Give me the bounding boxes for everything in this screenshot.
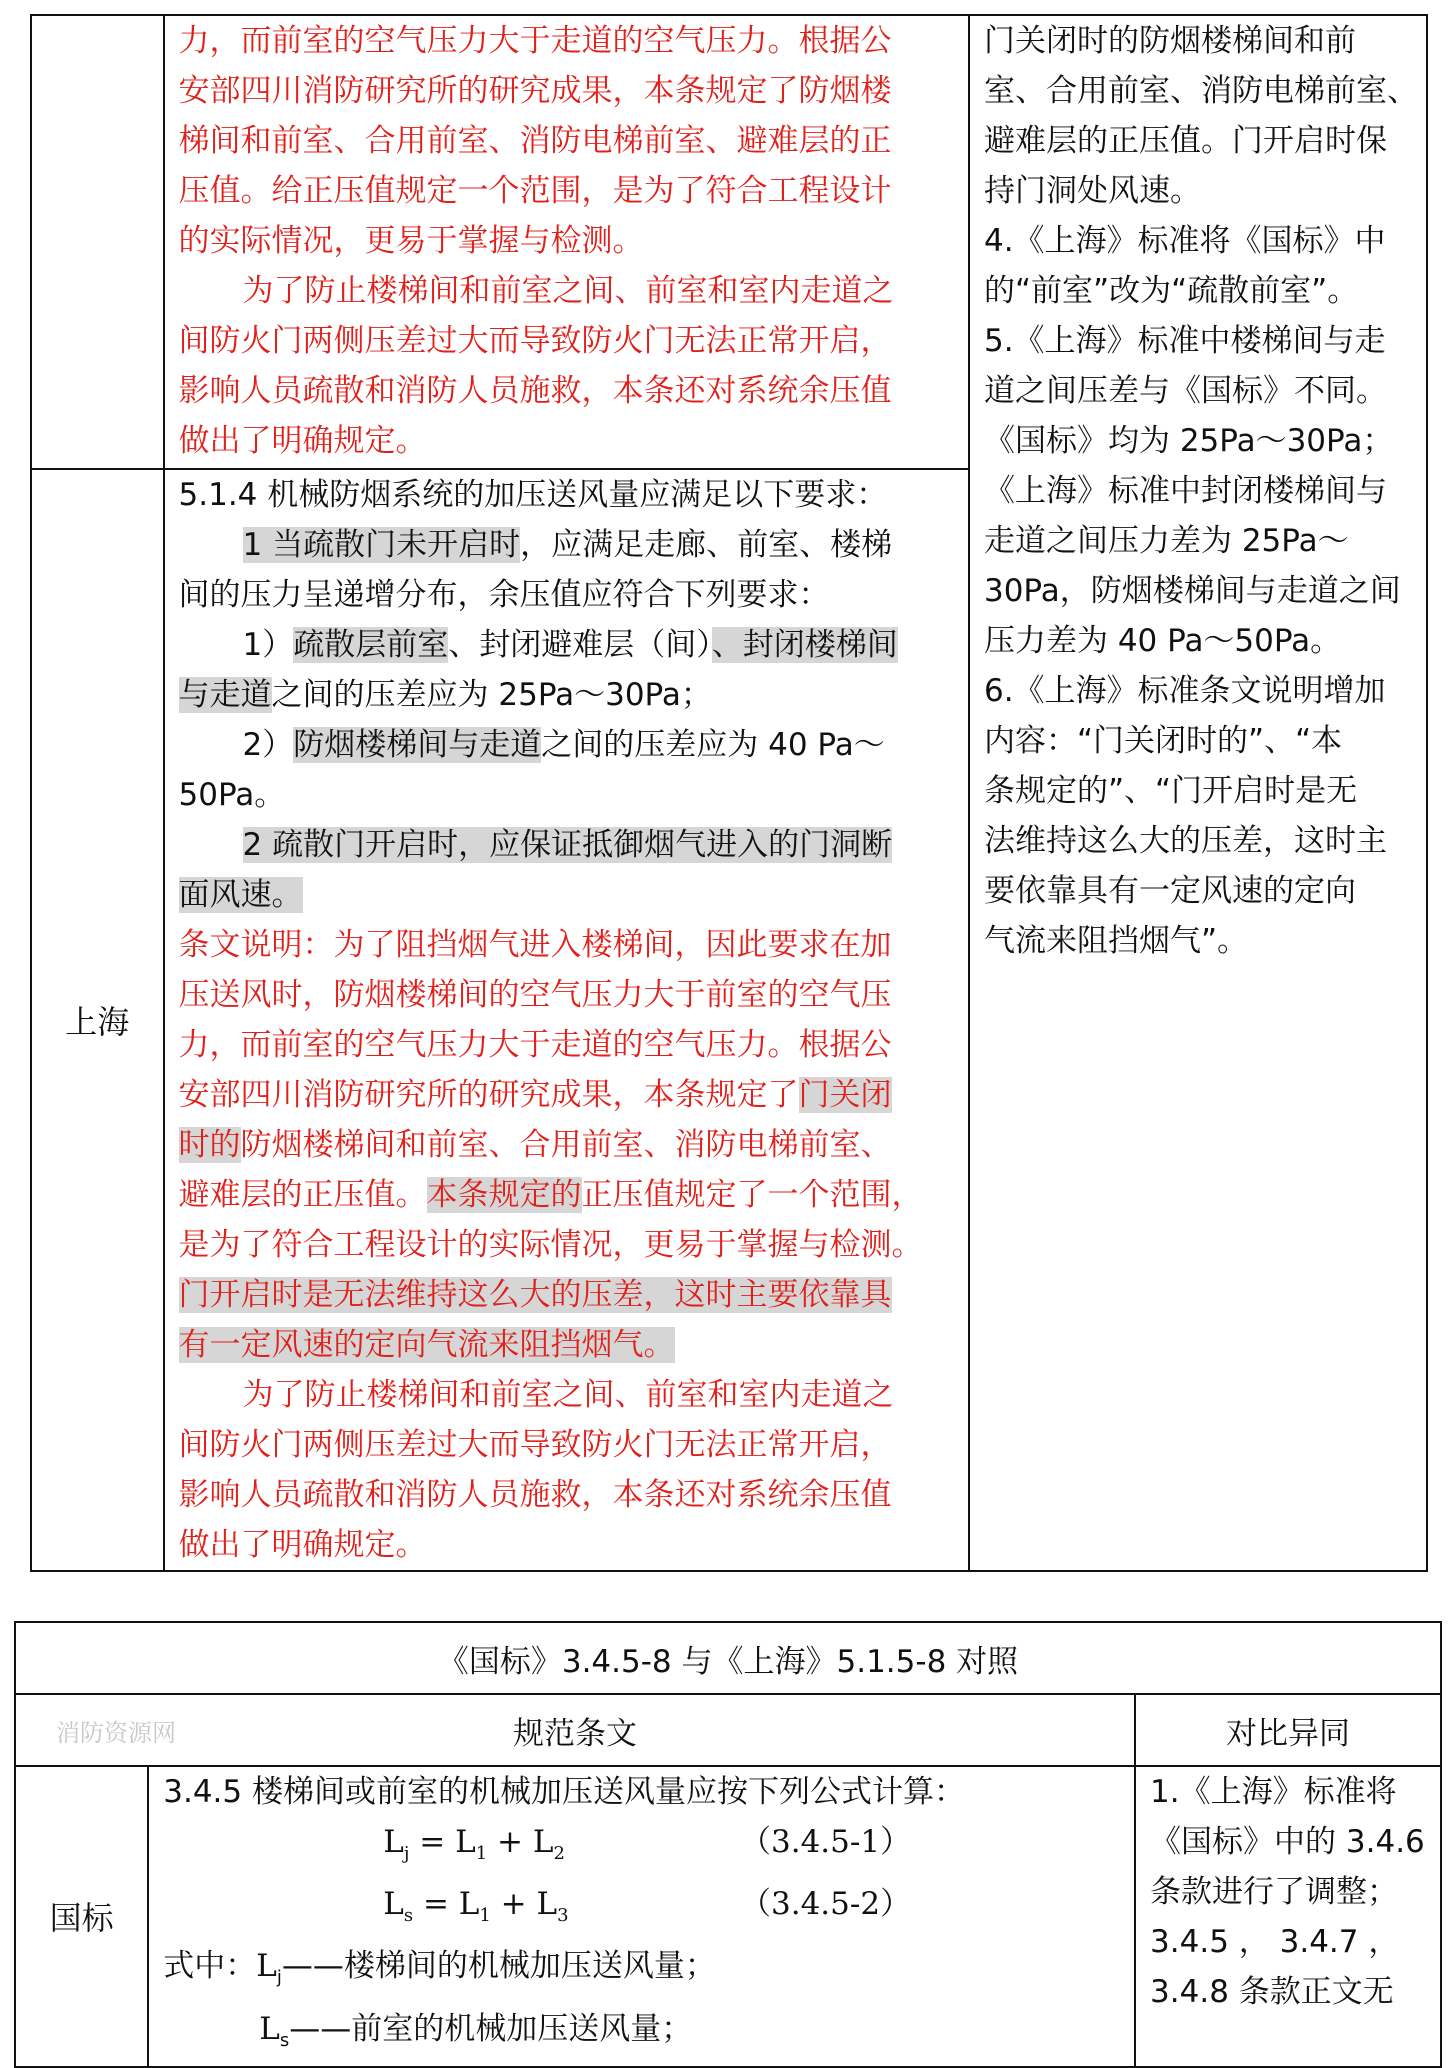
eq-operator: +	[487, 1824, 533, 1860]
text-line: 条规定的”、“门开启时是无	[983, 773, 1358, 809]
table-row	[15, 1766, 1441, 2067]
text-line: 50Pa。	[178, 777, 286, 813]
text-line	[179, 520, 958, 570]
text-line: 压值。给正压值规定一个范围，是为了符合工程设计	[178, 173, 892, 209]
table-row	[31, 15, 1427, 469]
text-span: 之间的压差应为 40 Pa～	[541, 727, 885, 763]
text-line: 《上海》标准中封闭楼梯间与	[983, 473, 1387, 509]
text-line: 条文说明：为了阻挡烟气进入楼梯间，因此要求在加	[178, 927, 892, 963]
table-header-row	[15, 1694, 1441, 1766]
text-line: 门关闭时的防烟楼梯间和前	[983, 23, 1356, 59]
text-line: 梯间和前室、合用前室、消防电梯前室、避难层的正	[178, 123, 892, 159]
text-line: 压送风时，防烟楼梯间的空气压力大于前室的空气压	[178, 977, 892, 1013]
text-line: 做出了明确规定。	[178, 423, 427, 459]
region-cell-empty	[31, 15, 164, 469]
eq-symbol: L	[536, 1886, 558, 1923]
text-line: 内容：“门关闭时的”、“本	[983, 723, 1343, 759]
clause-cell-guobiao	[148, 1766, 1135, 2067]
text-line: 1.《上海》标准将	[1150, 1774, 1397, 1810]
text-line: 3.4.5 ， 3.4.7 ，	[1150, 1924, 1400, 1960]
text-line: 的实际情况，更易于掌握与检测。	[178, 223, 644, 259]
highlight: 疏散层前室	[293, 627, 449, 663]
text-line: 压力差为 40 Pa～50Pa。	[983, 623, 1342, 659]
text-span: ，应满足走廊、前室、楼梯	[520, 527, 893, 563]
eq-symbol: L	[458, 1886, 480, 1923]
text-line: 力，而前室的空气压力大于走道的空气压力。根据公	[178, 23, 892, 59]
comparison-table-top	[30, 14, 1428, 1572]
text-span: ——楼梯间的机械加压送风量；	[281, 1948, 716, 1985]
eq-subscript: j	[276, 1967, 282, 1989]
text-line	[179, 1270, 958, 1320]
eq-operator: +	[490, 1886, 537, 1923]
text-line: 道之间压差与《国标》不同。	[983, 373, 1387, 409]
highlight: 、	[711, 627, 743, 663]
text-line: 走道之间压力差为 25Pa～	[983, 523, 1349, 559]
text-line: 间防火门两侧压差过大而导致防火门无法正常开启，	[178, 1427, 892, 1463]
equation-number: （3.4.5-2）	[740, 1886, 912, 1923]
text-line: 5.《上海》标准中楼梯间与走	[983, 323, 1386, 359]
clause-cell-shanghai	[164, 469, 969, 1571]
clause-title: 3.4.5 楼梯间或前室的机械加压送风量应按下列公式计算：	[163, 1774, 965, 1810]
text-line: 间防火门两侧压差过大而导致防火门无法正常开启，	[178, 323, 892, 359]
highlight: 面风速。	[178, 877, 303, 913]
text-line: 持门洞处风速。	[983, 173, 1201, 209]
text-line: 力，而前室的空气压力大于走道的空气压力。根据公	[178, 1027, 892, 1063]
text-line: 是为了符合工程设计的实际情况，更易于掌握与检测。	[178, 1227, 923, 1263]
highlight: 防烟楼梯间与走道	[293, 727, 542, 763]
text-line: 安部四川消防研究所的研究成果，本条规定了防烟楼	[178, 73, 892, 109]
eq-symbol: L	[259, 2010, 280, 2047]
text-line	[179, 720, 958, 770]
table-row	[15, 1622, 1441, 1694]
text-line: 4.《上海》标准将《国标》中	[983, 223, 1386, 259]
eq-symbol: L	[532, 1824, 554, 1860]
eq-subscript: 1	[479, 1905, 491, 1927]
text-line: 影响人员疏散和消防人员施救，本条还对系统余压值	[178, 373, 892, 409]
equation-2	[163, 1879, 1124, 1941]
eq-subscript: 2	[553, 1843, 565, 1865]
header-compare: 对比异同	[1135, 1694, 1441, 1766]
text-line: 为了防止楼梯间和前室之间、前室和室内走道之	[242, 273, 894, 309]
text-span: 防烟楼梯间和前室、合用前室、消防电梯前室、	[240, 1127, 892, 1163]
text-line: 《国标》均为 25Pa～30Pa；	[983, 423, 1394, 459]
equation-number: （3.4.5-1）	[740, 1824, 912, 1860]
eq-operator: =	[409, 1824, 456, 1860]
watermark-text: 消防资源网	[56, 1719, 176, 1747]
comparison-table-bottom	[14, 1621, 1442, 2068]
text-line: 做出了明确规定。	[178, 1527, 427, 1563]
text-line: 条款进行了调整；	[1150, 1874, 1399, 1910]
highlight: 封闭楼梯间	[742, 627, 898, 663]
eq-symbol: L	[383, 1824, 404, 1860]
text-line	[179, 1320, 958, 1370]
text-span: ——前室的机械加压送风量；	[289, 2010, 693, 2047]
text-line: 3.4.8 条款正文无	[1150, 1974, 1394, 2010]
text-line: 避难层的正压值。门开启时保	[983, 123, 1387, 159]
text-line: 要依靠具有一定风速的定向	[983, 873, 1356, 909]
eq-symbol: L	[383, 1886, 404, 1923]
eq-subscript: s	[279, 2029, 290, 2051]
text-line	[179, 670, 958, 720]
text-span: 1）	[242, 627, 294, 663]
highlight: 时的	[178, 1127, 241, 1163]
text-line: 的“前室”改为“疏散前室”。	[983, 273, 1359, 309]
eq-subscript: 1	[475, 1843, 488, 1865]
equation-1	[163, 1817, 1124, 1879]
where-line-1	[163, 1941, 1124, 2003]
highlight: 与走道	[178, 677, 272, 713]
header-clause-label: 规范条文	[513, 1715, 638, 1752]
text-line: 影响人员疏散和消防人员施救，本条还对系统余压值	[178, 1477, 892, 1513]
text-line	[179, 1170, 958, 1220]
highlight: 门关闭	[798, 1077, 892, 1113]
comparison-cell	[1135, 1766, 1441, 2067]
comparison-cell	[969, 15, 1427, 1571]
highlight: 有一定风速的定向气流来阻挡烟气。	[178, 1327, 675, 1363]
eq-subscript: s	[403, 1905, 414, 1927]
clause-cell-continued	[164, 15, 969, 469]
table-title: 《国标》3.4.5-8 与《上海》5.1.5-8 对照	[15, 1622, 1441, 1694]
highlight: 门开启时是无法维持这么大的压差，这时主要依靠具	[178, 1277, 892, 1313]
text-span: 安部四川消防研究所的研究成果，本条规定了	[178, 1077, 799, 1113]
text-line: 为了防止楼梯间和前室之间、前室和室内走道之	[242, 1377, 894, 1413]
text-span: 之间的压差应为 25Pa～30Pa；	[271, 677, 712, 713]
text-line	[179, 1120, 958, 1170]
text-line: 法维持这么大的压差，这时主	[983, 823, 1387, 859]
text-line	[179, 820, 958, 870]
eq-operator: =	[413, 1886, 459, 1923]
text-span: 正压值规定了一个范围，	[581, 1177, 923, 1213]
text-line: 室、合用前室、消防电梯前室、	[983, 73, 1418, 109]
text-span: 、封闭避难层（间）	[448, 627, 712, 663]
highlight: 本条规定的	[426, 1177, 582, 1213]
text-span: 2）	[242, 727, 294, 763]
clause-title: 5.1.4 机械防烟系统的加压送风量应满足以下要求：	[178, 477, 888, 513]
text-line: 30Pa，防烟楼梯间与走道之间	[983, 573, 1401, 609]
highlight: 1 当疏散门未开启时	[242, 527, 521, 563]
eq-subscript: 3	[557, 1905, 569, 1927]
region-label: 上海	[31, 469, 164, 1571]
text-span: 式中：	[163, 1948, 257, 1985]
eq-symbol: L	[256, 1948, 277, 1985]
text-line	[179, 1070, 958, 1120]
region-label: 国标	[15, 1766, 148, 2067]
text-span: 避难层的正压值。	[178, 1177, 427, 1213]
eq-subscript: j	[403, 1843, 410, 1865]
eq-symbol: L	[455, 1824, 476, 1860]
text-line: 间的压力呈递增分布，余压值应符合下列要求：	[178, 577, 830, 613]
text-line: 6.《上海》标准条文说明增加	[983, 673, 1386, 709]
text-line	[179, 870, 958, 920]
header-clause	[15, 1694, 1135, 1766]
highlight: 2 疏散门开启时，应保证抵御烟气进入的门洞断	[242, 827, 893, 863]
text-line: 气流来阻挡烟气”。	[983, 923, 1249, 959]
text-line: 《国标》中的 3.4.6	[1150, 1824, 1425, 1860]
text-line	[179, 620, 958, 670]
